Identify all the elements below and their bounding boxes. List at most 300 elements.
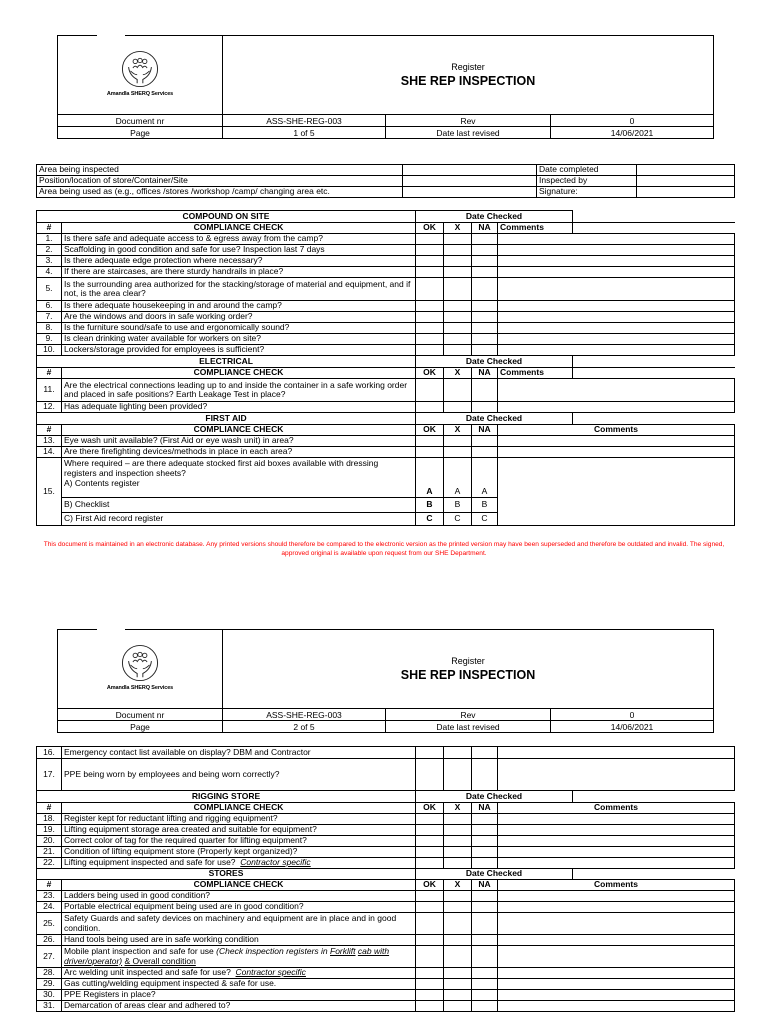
item-text: Condition of lifting equipment store (Properly kept organized)? <box>62 847 416 858</box>
comment-field[interactable] <box>498 323 735 334</box>
ok-check[interactable] <box>416 1001 444 1012</box>
col-number: # <box>37 368 62 379</box>
x-check[interactable] <box>444 447 472 458</box>
area-used-label: Area being used as (e.g., offices /stores /workshop /camp/ changing area etc. <box>37 187 403 198</box>
rev-label: Rev <box>386 709 551 721</box>
page-label: Page <box>58 721 223 733</box>
item-option-b: B) Checklist <box>62 498 416 513</box>
item-text: Is there adequate edge protection where necessary? <box>62 256 416 267</box>
ok-check[interactable] <box>416 979 444 990</box>
x-check[interactable] <box>444 990 472 1001</box>
item-text-main: Arc welding unit inspected and safe for use? <box>64 967 231 978</box>
section-first-aid: FIRST AID <box>37 413 416 425</box>
x-check[interactable] <box>444 979 472 990</box>
ok-check[interactable] <box>416 402 444 413</box>
item-number: 24. <box>37 902 62 913</box>
date-checked-label: Date Checked <box>416 356 573 368</box>
ok-check[interactable] <box>416 814 444 825</box>
signature-label: Signature: <box>537 187 637 198</box>
na-check[interactable] <box>472 379 498 402</box>
comment-field[interactable] <box>498 902 735 913</box>
item-number: 29. <box>37 979 62 990</box>
ok-check[interactable] <box>416 447 444 458</box>
ok-check[interactable] <box>416 759 444 791</box>
table-row <box>37 836 735 847</box>
item-number: 12. <box>37 402 62 413</box>
table-row <box>37 902 735 913</box>
table-row <box>37 334 735 345</box>
comment-field[interactable] <box>498 836 735 847</box>
col-x: X <box>444 880 472 891</box>
table-row <box>37 267 735 278</box>
col-ok: OK <box>416 880 444 891</box>
ok-check[interactable] <box>416 858 444 869</box>
item-text: Is there safe and adequate access to & egress away from the camp? <box>62 234 416 245</box>
na-check[interactable] <box>472 345 498 356</box>
na-option-a[interactable]: A <box>472 458 498 498</box>
item-text: If there are staircases, are there sturdy handrails in place? <box>62 267 416 278</box>
na-check[interactable] <box>472 902 498 913</box>
ok-check[interactable] <box>416 334 444 345</box>
na-check[interactable] <box>472 759 498 791</box>
comment-field[interactable] <box>498 747 735 759</box>
table-row <box>37 458 735 498</box>
na-check[interactable] <box>472 858 498 869</box>
item-number: 31. <box>37 1001 62 1012</box>
col-na: NA <box>472 223 498 234</box>
table-row <box>37 913 735 935</box>
ok-check[interactable] <box>416 968 444 979</box>
x-check[interactable] <box>444 379 472 402</box>
x-check[interactable] <box>444 234 472 245</box>
item-question: Where required – are there adequate stocked first aid boxes available with dressing registers and inspection sheets? <box>64 458 379 478</box>
ok-check[interactable] <box>416 256 444 267</box>
table-row <box>37 990 735 1001</box>
doc-nr-value: ASS-SHE-REG-003 <box>223 709 386 721</box>
na-check[interactable] <box>472 256 498 267</box>
item-text-main: Mobile plant inspection and safe for use <box>64 946 217 956</box>
x-check[interactable] <box>444 312 472 323</box>
table-row <box>37 256 735 267</box>
inspected-by-label: Inspected by <box>537 176 637 187</box>
comment-field[interactable] <box>498 814 735 825</box>
ok-check[interactable] <box>416 825 444 836</box>
ok-check[interactable] <box>416 267 444 278</box>
date-completed-field[interactable] <box>637 165 735 176</box>
table-row <box>37 814 735 825</box>
doc-nr-value: ASS-SHE-REG-003 <box>223 115 386 127</box>
item-text: Register kept for reductant lifting and rigging equipment? <box>62 814 416 825</box>
na-check[interactable] <box>472 946 498 968</box>
col-compliance: COMPLIANCE CHECK <box>62 223 416 234</box>
col-na: NA <box>472 368 498 379</box>
x-check[interactable] <box>444 245 472 256</box>
area-info-table <box>36 164 735 198</box>
item-text-note: Contractor specific <box>235 967 306 978</box>
title-cell <box>223 630 714 709</box>
checklist-page1 <box>36 210 735 526</box>
item-number: 3. <box>37 256 62 267</box>
ok-check[interactable] <box>416 913 444 935</box>
table-row <box>37 278 735 301</box>
position-label: Position/location of store/Container/Site <box>37 176 403 187</box>
ok-check[interactable] <box>416 747 444 759</box>
col-x: X <box>444 223 472 234</box>
na-check[interactable] <box>472 814 498 825</box>
section-stores: STORES <box>37 869 416 880</box>
page-label: Page <box>58 127 223 139</box>
na-check[interactable] <box>472 979 498 990</box>
table-row <box>37 759 735 791</box>
blank-cell <box>573 223 735 234</box>
x-check[interactable] <box>444 402 472 413</box>
company-name: Amandla SHERQ Services <box>106 685 174 692</box>
na-check[interactable] <box>472 402 498 413</box>
position-field[interactable] <box>403 176 537 187</box>
comment-field[interactable] <box>498 436 735 447</box>
comment-field[interactable] <box>498 447 735 458</box>
x-check[interactable] <box>444 891 472 902</box>
na-check[interactable] <box>472 436 498 447</box>
comment-field[interactable] <box>498 458 735 526</box>
na-check[interactable] <box>472 323 498 334</box>
table-row <box>37 245 735 256</box>
na-option-c[interactable]: C <box>472 513 498 526</box>
item-number: 6. <box>37 301 62 312</box>
ok-check[interactable] <box>416 345 444 356</box>
x-check[interactable] <box>444 747 472 759</box>
col-x: X <box>444 803 472 814</box>
ok-check[interactable] <box>416 891 444 902</box>
item-text: Are the electrical connections leading up to and inside the container in a safe working order and placed in safe positions? Earth Leakage Test in place? <box>62 379 416 402</box>
company-name: Amandla SHERQ Services <box>106 91 174 98</box>
col-number: # <box>37 223 62 234</box>
inspected-by-field[interactable] <box>637 176 735 187</box>
x-check[interactable] <box>444 847 472 858</box>
na-check[interactable] <box>472 278 498 301</box>
col-na: NA <box>472 803 498 814</box>
x-check[interactable] <box>444 968 472 979</box>
item-text: Demarcation of areas clear and adhered to? <box>62 1001 416 1012</box>
date-checked-field[interactable] <box>573 869 735 880</box>
table-row <box>37 345 735 356</box>
x-option-b[interactable]: B <box>444 498 472 513</box>
item-number: 25. <box>37 913 62 935</box>
table-row <box>37 379 735 402</box>
ok-check[interactable] <box>416 379 444 402</box>
date-checked-field[interactable] <box>573 211 735 223</box>
na-check[interactable] <box>472 891 498 902</box>
x-check[interactable] <box>444 436 472 447</box>
ok-option-b[interactable]: B <box>416 498 444 513</box>
ok-check[interactable] <box>416 312 444 323</box>
item-text-tail: & Overall condition <box>124 955 196 966</box>
na-option-b[interactable]: B <box>472 498 498 513</box>
table-row <box>37 436 735 447</box>
ok-check[interactable] <box>416 234 444 245</box>
ok-option-c[interactable]: C <box>416 513 444 526</box>
col-comments: Comments <box>498 425 735 436</box>
comment-field[interactable] <box>498 847 735 858</box>
col-number: # <box>37 425 62 436</box>
table-row <box>37 402 735 413</box>
document-header <box>57 35 714 139</box>
comment-field[interactable] <box>498 278 735 301</box>
ok-check[interactable] <box>416 847 444 858</box>
item-number: 16. <box>37 747 62 759</box>
na-check[interactable] <box>472 301 498 312</box>
item-text: Is there adequate housekeeping in and around the camp? <box>62 301 416 312</box>
na-check[interactable] <box>472 312 498 323</box>
x-check[interactable] <box>444 946 472 968</box>
item-text: Eye wash unit available? (First Aid or eye wash unit) in area? <box>62 436 416 447</box>
comment-field[interactable] <box>498 334 735 345</box>
item-number: 4. <box>37 267 62 278</box>
signature-field[interactable] <box>637 187 735 198</box>
comment-field[interactable] <box>498 245 735 256</box>
comment-field[interactable] <box>498 990 735 1001</box>
date-revised-value: 14/06/2021 <box>551 721 714 733</box>
x-check[interactable] <box>444 256 472 267</box>
comment-field[interactable] <box>498 946 735 968</box>
document-title: SHE REP INSPECTION <box>400 73 536 88</box>
na-check[interactable] <box>472 1001 498 1012</box>
register-label: Register <box>451 61 485 72</box>
date-checked-field[interactable] <box>573 413 735 425</box>
ok-check[interactable] <box>416 902 444 913</box>
item-text: Lockers/storage provided for employees is sufficient? <box>62 345 416 356</box>
item-number: 2. <box>37 245 62 256</box>
item-text: Emergency contact list available on display? DBM and Contractor <box>62 747 416 759</box>
document-title: SHE REP INSPECTION <box>400 667 536 682</box>
ok-option-a[interactable]: A <box>416 458 444 498</box>
item-text: Scaffolding in good condition and safe for use? Inspection last 7 days <box>62 245 416 256</box>
x-option-a[interactable]: A <box>444 458 472 498</box>
rev-label: Rev <box>386 115 551 127</box>
ok-check[interactable] <box>416 301 444 312</box>
x-option-c[interactable]: C <box>444 513 472 526</box>
x-check[interactable] <box>444 323 472 334</box>
date-completed-label: Date completed <box>537 165 637 176</box>
disclaimer-text: This document is maintained in an electronic database. Any printed versions should therefore be compared to the electronic version as the printed version may have been superseded and therefore be outdated and invalid. The signed, approved original is available upon request from our SHE Department. <box>43 541 725 557</box>
item-number: 26. <box>37 935 62 946</box>
comment-field[interactable] <box>498 312 735 323</box>
item-text: PPE Registers in place? <box>62 990 416 1001</box>
x-check[interactable] <box>444 301 472 312</box>
comment-field[interactable] <box>498 968 735 979</box>
item-option-c: C) First Aid record register <box>62 513 416 526</box>
comment-field[interactable] <box>498 256 735 267</box>
comment-field[interactable] <box>498 267 735 278</box>
doc-nr-label: Document nr <box>58 115 223 127</box>
ok-check[interactable] <box>416 436 444 447</box>
item-text <box>62 946 416 968</box>
table-row <box>37 979 735 990</box>
item-number: 23. <box>37 891 62 902</box>
table-row <box>37 1001 735 1012</box>
document-header-page2 <box>57 629 714 733</box>
table-row <box>37 323 735 334</box>
item-text: Portable electrical equipment being used are in good condition? <box>62 902 416 913</box>
ok-check[interactable] <box>416 836 444 847</box>
comment-field[interactable] <box>498 402 735 413</box>
item-text <box>62 858 416 869</box>
item-number: 5. <box>37 278 62 301</box>
comment-field[interactable] <box>498 301 735 312</box>
item-number: 22. <box>37 858 62 869</box>
item-text: PPE being worn by employees and being worn correctly? <box>62 759 416 791</box>
ok-check[interactable] <box>416 323 444 334</box>
ok-check[interactable] <box>416 990 444 1001</box>
table-row <box>37 301 735 312</box>
na-check[interactable] <box>472 245 498 256</box>
x-check[interactable] <box>444 825 472 836</box>
register-label: Register <box>451 655 485 666</box>
comment-field[interactable] <box>498 858 735 869</box>
col-ok: OK <box>416 368 444 379</box>
comment-field[interactable] <box>498 935 735 946</box>
na-check[interactable] <box>472 935 498 946</box>
ok-check[interactable] <box>416 245 444 256</box>
item-text: Ladders being used in good condition? <box>62 891 416 902</box>
item-number: 10. <box>37 345 62 356</box>
comment-field[interactable] <box>498 759 735 791</box>
col-compliance: COMPLIANCE CHECK <box>62 368 416 379</box>
col-compliance: COMPLIANCE CHECK <box>62 425 416 436</box>
area-used-field[interactable] <box>403 187 537 198</box>
page-number: 2 of 5 <box>223 721 386 733</box>
item-text: Correct color of tag for the required quarter for lifting equipment? <box>62 836 416 847</box>
item-number: 14. <box>37 447 62 458</box>
date-revised-label: Date last revised <box>386 127 551 139</box>
na-check[interactable] <box>472 968 498 979</box>
x-check[interactable] <box>444 278 472 301</box>
table-row <box>37 447 735 458</box>
date-revised-label: Date last revised <box>386 721 551 733</box>
item-text: Are the windows and doors in safe working order? <box>62 312 416 323</box>
checklist-page2 <box>36 746 735 1012</box>
comment-field[interactable] <box>498 345 735 356</box>
item-text: Has adequate lighting been provided? <box>62 402 416 413</box>
item-option-a: A) Contents register <box>64 478 140 488</box>
x-check[interactable] <box>444 1001 472 1012</box>
title-cell <box>223 36 714 115</box>
col-ok: OK <box>416 425 444 436</box>
company-logo-icon <box>121 644 159 682</box>
item-text-note-link: Forklift <box>330 946 356 956</box>
logo-cell <box>58 36 223 115</box>
section-electrical: ELECTRICAL <box>37 356 416 368</box>
x-check[interactable] <box>444 334 472 345</box>
logo-cell <box>58 630 223 709</box>
item-text-main: Lifting equipment inspected and safe for use? <box>64 857 236 868</box>
item-text: Is clean drinking water available for workers on site? <box>62 334 416 345</box>
table-row <box>37 891 735 902</box>
item-text: Is the surrounding area authorized for the stacking/storage of material and equipment, and if not, is the area clear? <box>62 278 416 301</box>
table-row <box>37 747 735 759</box>
rev-value: 0 <box>551 709 714 721</box>
na-check[interactable] <box>472 847 498 858</box>
table-row <box>37 312 735 323</box>
col-number: # <box>37 803 62 814</box>
item-number: 18. <box>37 814 62 825</box>
x-check[interactable] <box>444 814 472 825</box>
na-check[interactable] <box>472 447 498 458</box>
item-number: 8. <box>37 323 62 334</box>
item-number: 20. <box>37 836 62 847</box>
na-check[interactable] <box>472 825 498 836</box>
col-ok: OK <box>416 223 444 234</box>
comment-field[interactable] <box>498 1001 735 1012</box>
ok-check[interactable] <box>416 278 444 301</box>
col-comments: Comments <box>498 803 735 814</box>
na-check[interactable] <box>472 747 498 759</box>
date-checked-field[interactable] <box>573 791 735 803</box>
x-check[interactable] <box>444 267 472 278</box>
col-x: X <box>444 368 472 379</box>
x-check[interactable] <box>444 902 472 913</box>
item-number: 17. <box>37 759 62 791</box>
item-text: Are there firefighting devices/methods in place in each area? <box>62 447 416 458</box>
date-checked-field[interactable] <box>573 356 735 368</box>
comment-field[interactable] <box>498 979 735 990</box>
item-text-note: (Check inspection registers in <box>216 946 331 956</box>
x-check[interactable] <box>444 345 472 356</box>
comment-field[interactable] <box>498 913 735 935</box>
col-comments: Comments <box>498 368 573 379</box>
comment-field[interactable] <box>498 891 735 902</box>
date-checked-label: Date Checked <box>416 869 573 880</box>
comment-field[interactable] <box>498 379 735 402</box>
item-number: 19. <box>37 825 62 836</box>
table-row <box>37 968 735 979</box>
item-text <box>62 968 416 979</box>
na-check[interactable] <box>472 913 498 935</box>
na-check[interactable] <box>472 234 498 245</box>
ok-check[interactable] <box>416 935 444 946</box>
item-text: Lifting equipment storage area created and suitable for equipment? <box>62 825 416 836</box>
x-check[interactable] <box>444 858 472 869</box>
ok-check[interactable] <box>416 946 444 968</box>
x-check[interactable] <box>444 836 472 847</box>
comment-field[interactable] <box>498 825 735 836</box>
na-check[interactable] <box>472 334 498 345</box>
item-number: 1. <box>37 234 62 245</box>
area-inspected-field[interactable] <box>403 165 537 176</box>
x-check[interactable] <box>444 935 472 946</box>
na-check[interactable] <box>472 836 498 847</box>
date-checked-label: Date Checked <box>416 211 573 223</box>
x-check[interactable] <box>444 759 472 791</box>
doc-nr-label: Document nr <box>58 709 223 721</box>
col-compliance: COMPLIANCE CHECK <box>62 803 416 814</box>
area-inspected-label: Area being inspected <box>37 165 403 176</box>
section-compound: COMPOUND ON SITE <box>37 211 416 223</box>
item-number: 13. <box>37 436 62 447</box>
comment-field[interactable] <box>498 234 735 245</box>
item-text-note: Contractor specific <box>240 857 311 868</box>
table-row <box>37 946 735 968</box>
col-na: NA <box>472 425 498 436</box>
x-check[interactable] <box>444 913 472 935</box>
section-rigging: RIGGING STORE <box>37 791 416 803</box>
na-check[interactable] <box>472 990 498 1001</box>
item-number: 27. <box>37 946 62 968</box>
col-na: NA <box>472 880 498 891</box>
item-number: 21. <box>37 847 62 858</box>
company-logo-icon <box>121 50 159 88</box>
na-check[interactable] <box>472 267 498 278</box>
